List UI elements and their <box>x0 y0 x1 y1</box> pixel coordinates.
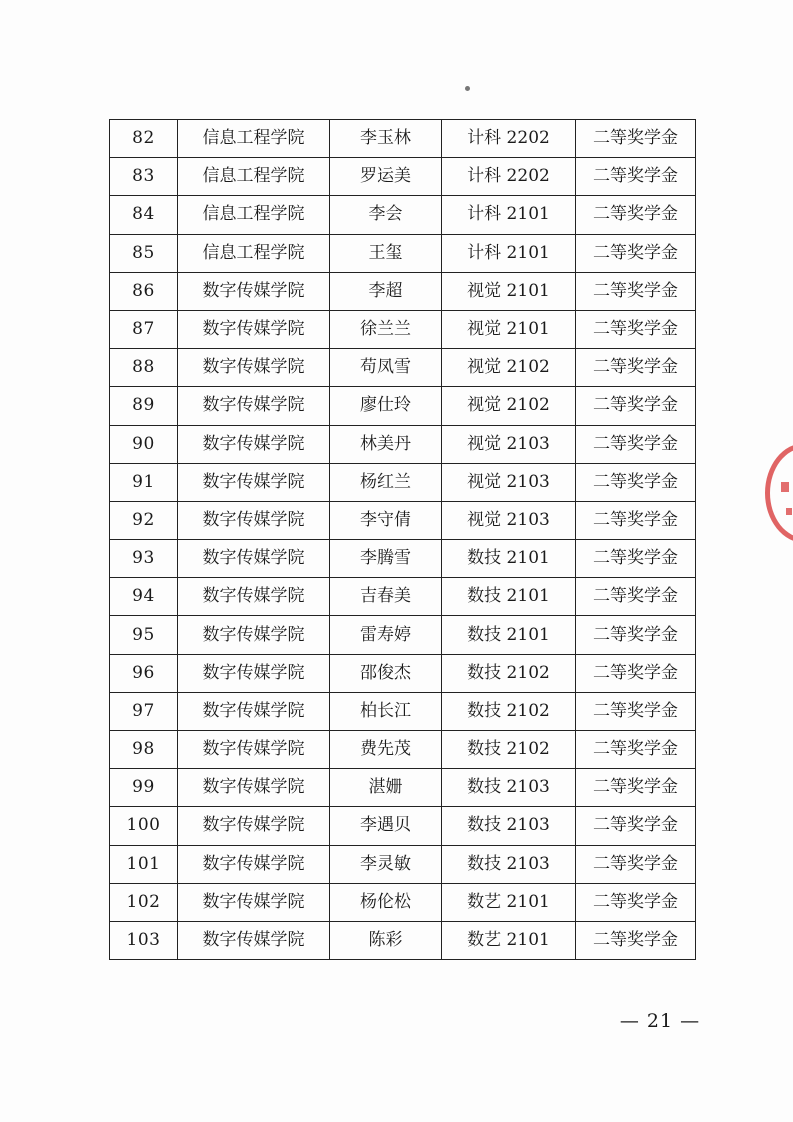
cell-name: 林美丹 <box>330 425 442 463</box>
cell-class: 数技 2103 <box>442 769 576 807</box>
cell-college: 数字传媒学院 <box>178 883 330 921</box>
cell-award: 二等奖学金 <box>576 349 696 387</box>
cell-college: 数字传媒学院 <box>178 692 330 730</box>
cell-award: 二等奖学金 <box>576 310 696 348</box>
cell-college: 数字传媒学院 <box>178 501 330 539</box>
cell-name: 李玉林 <box>330 120 442 158</box>
cell-number: 93 <box>110 540 178 578</box>
cell-number: 87 <box>110 310 178 348</box>
cell-name: 雷寿婷 <box>330 616 442 654</box>
cell-class: 数技 2102 <box>442 692 576 730</box>
cell-award: 二等奖学金 <box>576 120 696 158</box>
cell-number: 102 <box>110 883 178 921</box>
cell-name: 费先茂 <box>330 731 442 769</box>
cell-name: 湛姗 <box>330 769 442 807</box>
cell-class: 数技 2101 <box>442 540 576 578</box>
cell-award: 二等奖学金 <box>576 272 696 310</box>
cell-number: 99 <box>110 769 178 807</box>
cell-award: 二等奖学金 <box>576 883 696 921</box>
cell-number: 95 <box>110 616 178 654</box>
table-row <box>110 654 696 692</box>
cell-college: 信息工程学院 <box>178 196 330 234</box>
cell-class: 视觉 2102 <box>442 387 576 425</box>
scholarship-table <box>109 119 696 960</box>
cell-class: 视觉 2102 <box>442 349 576 387</box>
cell-award: 二等奖学金 <box>576 731 696 769</box>
table-row <box>110 769 696 807</box>
table-row <box>110 616 696 654</box>
cell-award: 二等奖学金 <box>576 845 696 883</box>
red-seal-stamp <box>765 443 793 543</box>
table-row <box>110 845 696 883</box>
cell-college: 数字传媒学院 <box>178 921 330 959</box>
cell-name: 李遇贝 <box>330 807 442 845</box>
table-row <box>110 807 696 845</box>
cell-name: 李腾雪 <box>330 540 442 578</box>
cell-award: 二等奖学金 <box>576 807 696 845</box>
cell-class: 视觉 2103 <box>442 463 576 501</box>
table-row <box>110 692 696 730</box>
cell-name: 李超 <box>330 272 442 310</box>
cell-number: 92 <box>110 501 178 539</box>
cell-name: 王玺 <box>330 234 442 272</box>
table-row <box>110 501 696 539</box>
table-row <box>110 158 696 196</box>
cell-college: 数字传媒学院 <box>178 578 330 616</box>
cell-award: 二等奖学金 <box>576 616 696 654</box>
table-row <box>110 883 696 921</box>
table-row <box>110 349 696 387</box>
cell-number: 94 <box>110 578 178 616</box>
cell-class: 数技 2103 <box>442 845 576 883</box>
cell-number: 85 <box>110 234 178 272</box>
cell-college: 数字传媒学院 <box>178 310 330 348</box>
cell-award: 二等奖学金 <box>576 387 696 425</box>
cell-class: 视觉 2101 <box>442 272 576 310</box>
cell-college: 信息工程学院 <box>178 158 330 196</box>
cell-number: 90 <box>110 425 178 463</box>
cell-college: 数字传媒学院 <box>178 387 330 425</box>
cell-number: 89 <box>110 387 178 425</box>
cell-number: 100 <box>110 807 178 845</box>
cell-number: 83 <box>110 158 178 196</box>
scan-speck <box>465 86 470 91</box>
cell-name: 罗运美 <box>330 158 442 196</box>
cell-award: 二等奖学金 <box>576 425 696 463</box>
cell-number: 86 <box>110 272 178 310</box>
cell-number: 96 <box>110 654 178 692</box>
cell-name: 徐兰兰 <box>330 310 442 348</box>
table-row <box>110 234 696 272</box>
table-row <box>110 196 696 234</box>
cell-number: 97 <box>110 692 178 730</box>
cell-award: 二等奖学金 <box>576 769 696 807</box>
cell-number: 88 <box>110 349 178 387</box>
cell-college: 信息工程学院 <box>178 234 330 272</box>
table-row <box>110 578 696 616</box>
table-row <box>110 540 696 578</box>
cell-college: 数字传媒学院 <box>178 272 330 310</box>
cell-class: 视觉 2103 <box>442 425 576 463</box>
page-number: — 21 — <box>619 1010 701 1032</box>
cell-college: 数字传媒学院 <box>178 807 330 845</box>
cell-college: 数字传媒学院 <box>178 731 330 769</box>
cell-class: 数艺 2101 <box>442 883 576 921</box>
cell-name: 柏长江 <box>330 692 442 730</box>
table-row <box>110 120 696 158</box>
table-row <box>110 310 696 348</box>
cell-name: 苟凤雪 <box>330 349 442 387</box>
table-row <box>110 921 696 959</box>
cell-name: 李守倩 <box>330 501 442 539</box>
cell-award: 二等奖学金 <box>576 196 696 234</box>
cell-name: 李灵敏 <box>330 845 442 883</box>
table-row <box>110 387 696 425</box>
cell-college: 数字传媒学院 <box>178 654 330 692</box>
cell-name: 吉春美 <box>330 578 442 616</box>
cell-class: 数技 2103 <box>442 807 576 845</box>
cell-college: 数字传媒学院 <box>178 769 330 807</box>
cell-number: 98 <box>110 731 178 769</box>
cell-class: 计科 2101 <box>442 234 576 272</box>
cell-college: 数字传媒学院 <box>178 463 330 501</box>
table-row <box>110 272 696 310</box>
cell-name: 邵俊杰 <box>330 654 442 692</box>
cell-college: 数字传媒学院 <box>178 540 330 578</box>
cell-award: 二等奖学金 <box>576 501 696 539</box>
cell-college: 数字传媒学院 <box>178 616 330 654</box>
table-row <box>110 425 696 463</box>
cell-award: 二等奖学金 <box>576 540 696 578</box>
cell-name: 杨红兰 <box>330 463 442 501</box>
cell-college: 数字传媒学院 <box>178 845 330 883</box>
cell-number: 82 <box>110 120 178 158</box>
table-row <box>110 463 696 501</box>
cell-name: 廖仕玲 <box>330 387 442 425</box>
cell-class: 数技 2102 <box>442 731 576 769</box>
cell-number: 84 <box>110 196 178 234</box>
cell-award: 二等奖学金 <box>576 921 696 959</box>
cell-class: 计科 2202 <box>442 120 576 158</box>
cell-class: 计科 2101 <box>442 196 576 234</box>
cell-college: 数字传媒学院 <box>178 349 330 387</box>
cell-class: 数艺 2101 <box>442 921 576 959</box>
cell-award: 二等奖学金 <box>576 654 696 692</box>
table-row <box>110 731 696 769</box>
cell-name: 李会 <box>330 196 442 234</box>
cell-college: 数字传媒学院 <box>178 425 330 463</box>
seal-mark <box>781 482 789 492</box>
cell-college: 信息工程学院 <box>178 120 330 158</box>
cell-number: 101 <box>110 845 178 883</box>
cell-number: 103 <box>110 921 178 959</box>
cell-award: 二等奖学金 <box>576 158 696 196</box>
cell-class: 数技 2101 <box>442 578 576 616</box>
cell-class: 视觉 2103 <box>442 501 576 539</box>
seal-mark <box>786 508 792 515</box>
cell-award: 二等奖学金 <box>576 692 696 730</box>
cell-name: 陈彩 <box>330 921 442 959</box>
cell-class: 数技 2102 <box>442 654 576 692</box>
table-body <box>110 120 696 960</box>
cell-class: 视觉 2101 <box>442 310 576 348</box>
cell-class: 数技 2101 <box>442 616 576 654</box>
cell-name: 杨伦松 <box>330 883 442 921</box>
cell-class: 计科 2202 <box>442 158 576 196</box>
cell-award: 二等奖学金 <box>576 578 696 616</box>
cell-award: 二等奖学金 <box>576 463 696 501</box>
cell-award: 二等奖学金 <box>576 234 696 272</box>
cell-number: 91 <box>110 463 178 501</box>
